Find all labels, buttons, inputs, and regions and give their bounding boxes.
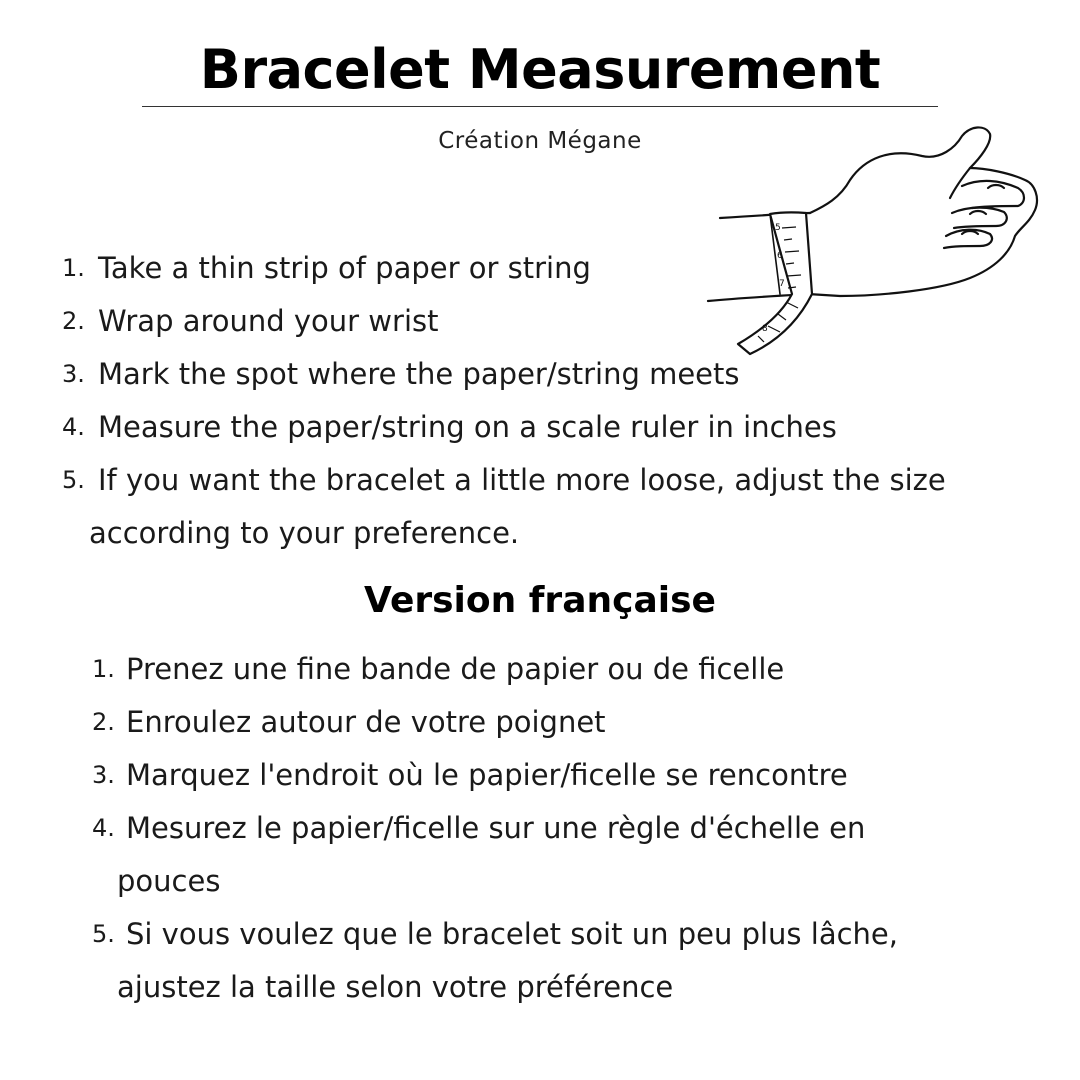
tape-mark: 7 [779, 279, 785, 289]
french-section-title: Version française [364, 580, 716, 621]
tape-mark: 6 [777, 251, 783, 261]
tape-mark: 8 [762, 324, 768, 334]
item-number: 1. [62, 254, 85, 282]
item-text-continued: ajustez la taille selon votre préférence [117, 970, 674, 1004]
item-number: 2. [92, 708, 115, 736]
page-title: Bracelet Measurement [199, 38, 881, 101]
item-text: Take a thin strip of paper or string [98, 251, 591, 285]
item-number: 3. [62, 360, 85, 388]
item-number: 1. [92, 655, 115, 683]
title-divider [142, 106, 938, 107]
item-text: Si vous voulez que le bracelet soit un peu plus lâche, [126, 917, 898, 951]
item-text-continued: pouces [117, 864, 221, 898]
tape-mark: 5 [775, 223, 781, 233]
item-text-continued: according to your preference. [89, 516, 520, 550]
item-text: If you want the bracelet a little more loose, adjust the size [98, 463, 946, 497]
item-number: 3. [92, 761, 115, 789]
item-text: Measure the paper/string on a scale ruler in inches [98, 410, 837, 444]
item-text: Prenez une fine bande de papier ou de ficelle [126, 652, 785, 686]
page-subtitle: Création Mégane [438, 128, 642, 154]
item-number: 5. [92, 920, 115, 948]
item-number: 2. [62, 307, 85, 335]
item-number: 4. [62, 413, 85, 441]
item-text: Enroulez autour de votre poignet [126, 705, 606, 739]
hand-with-measuring-tape-icon [700, 118, 1050, 363]
item-text: Mark the spot where the paper/string meets [98, 357, 740, 391]
item-number: 4. [92, 814, 115, 842]
item-text: Wrap around your wrist [98, 304, 439, 338]
item-text: Marquez l'endroit où le papier/ficelle se rencontre [126, 758, 848, 792]
item-number: 5. [62, 466, 85, 494]
item-text: Mesurez le papier/ficelle sur une règle d'échelle en [126, 811, 866, 845]
